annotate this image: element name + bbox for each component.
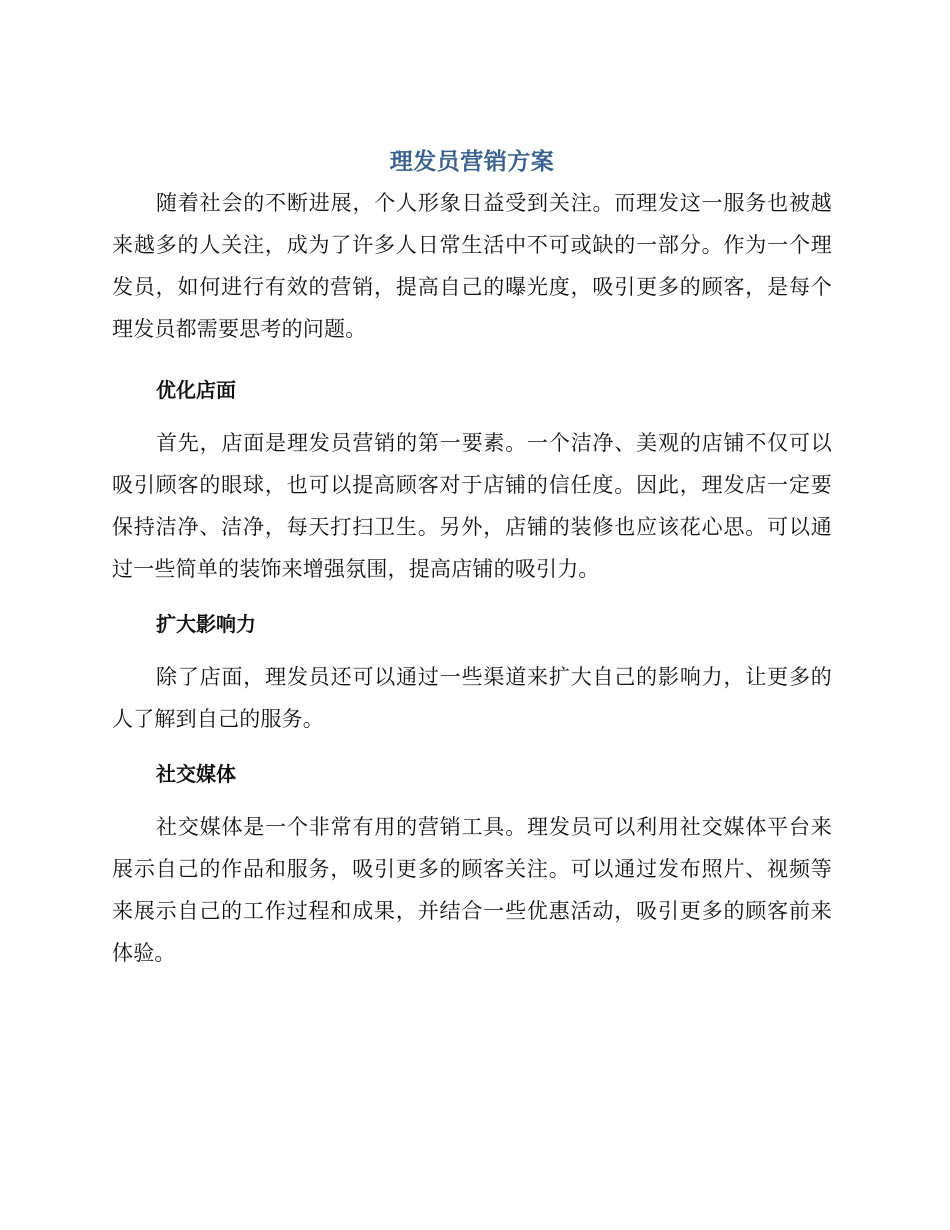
section-heading-influence: 扩大影响力: [156, 612, 256, 636]
section-body-influence: 除了店面，理发员还可以通过一些渠道来扩大自己的影响力，让更多的人了解到自己的服务。: [112, 665, 832, 731]
intro-paragraph: 随着社会的不断进展，个人形象日益受到关注。而理发这一服务也被越来越多的人关注，成为了许多人日常生活中不可或缺的一部分。作为一个理发员，如何进行有效的营销，提高自己的曝光度，吸引更多的顾客，是每个理发员都需要思考的问题。: [112, 191, 832, 341]
section-body-social-media: 社交媒体是一个非常有用的营销工具。理发员可以利用社交媒体平台来展示自己的作品和服务，吸引更多的顾客关注。可以通过发布照片、视频等来展示自己的工作过程和成果，并结合一些优惠活动，吸引更多的顾客前来体验。: [112, 815, 832, 965]
document-title: 理发员营销方案: [389, 149, 555, 175]
document-body: [112, 142, 832, 974]
section-heading-social-media: 社交媒体: [156, 762, 236, 786]
section-body-storefront: 首先，店面是理发员营销的第一要素。一个洁净、美观的店铺不仅可以吸引顾客的眼球，也可以提高顾客对于店铺的信任度。因此，理发店一定要保持洁净、洁净，每天打扫卫生。另外，店铺的装修也应该花心思。可以通过一些简单的装饰来增强氛围，提高店铺的吸引力。: [112, 431, 832, 581]
section-heading-storefront: 优化店面: [156, 378, 236, 402]
